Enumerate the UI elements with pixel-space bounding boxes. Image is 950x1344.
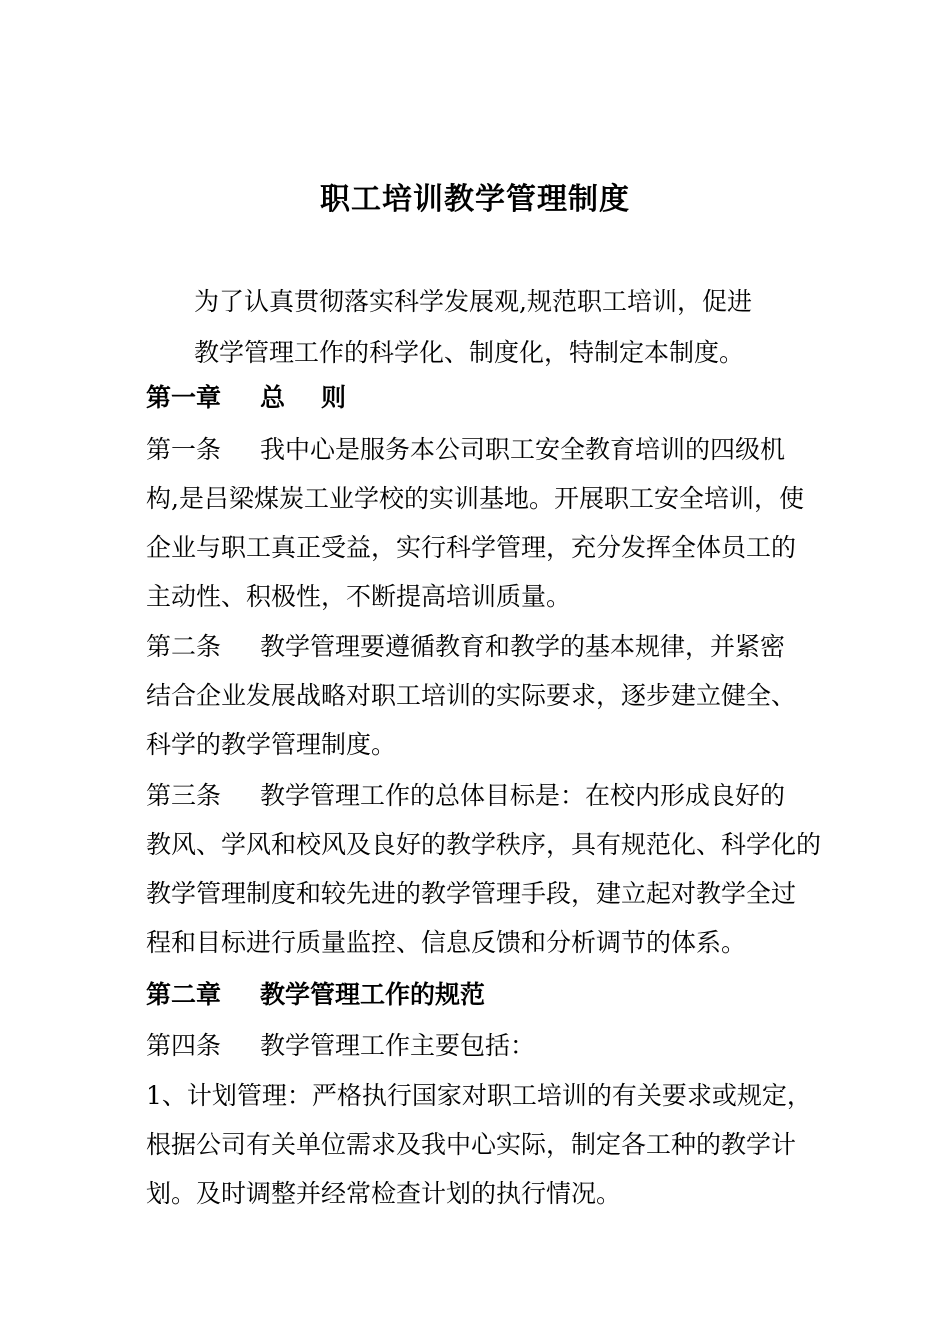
article-1-line: 企业与职工真正受益，实行科学管理，充分发挥全体员工的 [146,533,797,562]
item-1-line: 划。及时调整并经常检查计划的执行情况。 [146,1179,622,1208]
article-2-line: 教学管理要遵循教育和教学的基本规律，并紧密 [260,632,786,661]
item-1-line: 1、计划管理：严格执行国家对职工培训的有关要求或规定， [146,1081,812,1110]
article-2-line: 结合企业发展战略对职工培训的实际要求，逐步建立健全、 [146,681,797,710]
article-3-line: 教风、学风和校风及良好的教学秩序，具有规范化、科学化的 [146,830,822,859]
item-1 [146,1071,814,1218]
article-2-line: 科学的教学管理制度。 [146,730,397,759]
chapter-1-heading [146,378,346,418]
item-1-line: 根据公司有关单位需求及我中心实际，制定各工种的教学计 [146,1130,797,1159]
chapter-1-name-a: 总 [260,383,286,412]
article-4-label: 第四条 [146,1031,222,1060]
article-3-line: 教学管理工作的总体目标是：在校内形成良好的 [260,781,786,810]
article-3 [146,771,822,967]
article-1-label: 第一条 [146,435,222,464]
chapter-2-heading [146,975,485,1015]
article-2 [146,622,814,769]
article-2-label: 第二条 [146,632,222,661]
article-4-text: 教学管理工作主要包括： [260,1031,536,1060]
chapter-1-label: 第一章 [146,383,222,412]
article-3-label: 第三条 [146,781,222,810]
article-1-line: 主动性、积极性，不断提高培训质量。 [146,582,572,611]
article-1-line: 我中心是服务本公司职工安全教育培训的四级机 [260,435,786,464]
article-3-line: 程和目标进行质量监控、信息反馈和分析调节的体系。 [146,928,747,957]
document-title: 职工培训教学管理制度 [320,182,630,217]
article-4 [146,1021,814,1070]
intro-line: 教学管理工作的科学化、制度化，特制定本制度。 [194,338,745,367]
article-3-line: 教学管理制度和较先进的教学管理手段，建立起对教学全过 [146,879,797,908]
chapter-2-name: 教学管理工作的规范 [260,980,486,1009]
chapter-1-name-b: 则 [321,383,347,412]
chapter-2-label: 第二章 [146,980,222,1009]
article-1-line: 构,是吕梁煤炭工业学校的实训基地。开展职工安全培训，使 [146,484,804,513]
intro-line: 为了认真贯彻落实科学发展观,规范职工培训，促进 [194,287,752,316]
intro-paragraph [194,276,814,378]
article-1 [146,425,814,621]
